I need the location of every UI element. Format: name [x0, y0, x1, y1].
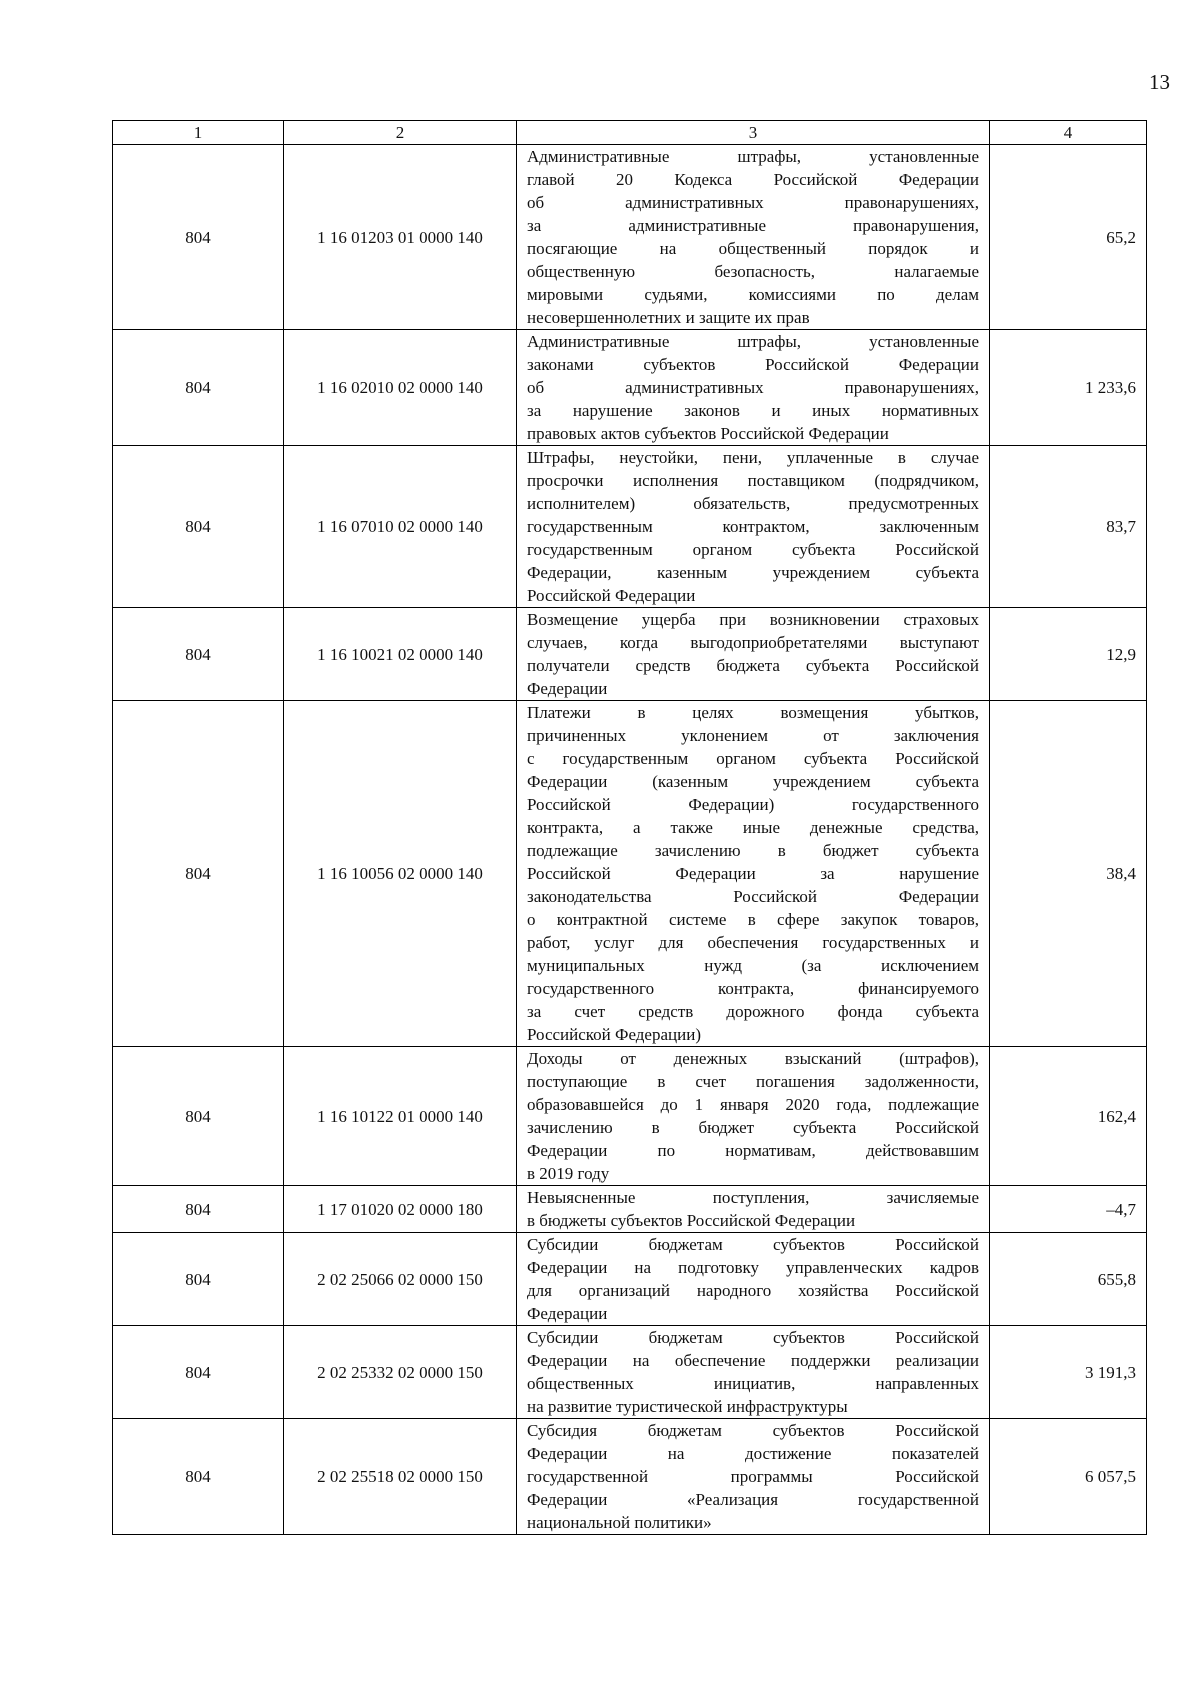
amount-cell: –4,7 — [990, 1186, 1147, 1233]
description-line: государственным контрактом, заключенным — [527, 517, 979, 536]
admin-code-cell: 804 — [113, 1186, 284, 1233]
description-line: государственным органом субъекта Российской — [527, 540, 979, 559]
revenue-code-cell: 1 16 10122 01 0000 140 — [284, 1047, 517, 1186]
description-line: Административные штрафы, установленные — [527, 332, 979, 351]
admin-code-cell: 804 — [113, 145, 284, 330]
table-row — [113, 701, 1147, 1047]
description-line: зачислению в бюджет субъекта Российской — [527, 1118, 979, 1137]
admin-code-cell: 804 — [113, 1419, 284, 1535]
revenue-code-cell: 1 16 01203 01 0000 140 — [284, 145, 517, 330]
description-line: Субсидия бюджетам субъектов Российской — [527, 1421, 979, 1440]
admin-code-cell: 804 — [113, 446, 284, 608]
description-cell — [517, 1047, 990, 1186]
admin-code-cell: 804 — [113, 1047, 284, 1186]
revenue-code-cell: 2 02 25332 02 0000 150 — [284, 1326, 517, 1419]
table-row — [113, 330, 1147, 446]
description-line: с государственным органом субъекта Российской — [527, 749, 979, 768]
description-line: мировыми судьями, комиссиями по делам — [527, 285, 979, 304]
description-line: национальной политики» — [527, 1513, 712, 1532]
description-cell — [517, 608, 990, 701]
table-row — [113, 1419, 1147, 1535]
description-line: Субсидии бюджетам субъектов Российской — [527, 1328, 979, 1347]
description-cell — [517, 145, 990, 330]
table-row — [113, 446, 1147, 608]
amount-cell: 3 191,3 — [990, 1326, 1147, 1419]
description-cell — [517, 1419, 990, 1535]
amount-cell: 12,9 — [990, 608, 1147, 701]
admin-code-cell: 804 — [113, 330, 284, 446]
description-cell — [517, 446, 990, 608]
page-number: 13 — [1149, 70, 1170, 94]
table-row — [113, 1047, 1147, 1186]
description-line: муниципальных нужд (за исключением — [527, 956, 979, 975]
description-line: Российской Федерации за нарушение — [527, 864, 979, 883]
description-line: Федерации на достижение показателей — [527, 1444, 979, 1463]
amount-cell: 6 057,5 — [990, 1419, 1147, 1535]
description-line: Федерации, казенным учреждением субъекта — [527, 563, 979, 582]
table-row — [113, 1233, 1147, 1326]
description-cell — [517, 330, 990, 446]
description-cell — [517, 1233, 990, 1326]
description-line: работ, услуг для обеспечения государственных и — [527, 933, 979, 952]
description-line: Субсидии бюджетам субъектов Российской — [527, 1235, 979, 1254]
table-row — [113, 1186, 1147, 1233]
amount-cell: 38,4 — [990, 701, 1147, 1047]
revenue-code-cell: 1 16 02010 02 0000 140 — [284, 330, 517, 446]
description-line: главой 20 Кодекса Российской Федерации — [527, 170, 979, 189]
description-line: за счет средств дорожного фонда субъекта — [527, 1002, 979, 1021]
amount-cell: 83,7 — [990, 446, 1147, 608]
description-line: Федерации — [527, 679, 608, 698]
description-line: Возмещение ущерба при возникновении страховых — [527, 610, 979, 629]
description-line: подлежащие зачислению в бюджет субъекта — [527, 841, 979, 860]
admin-code-cell: 804 — [113, 1233, 284, 1326]
description-line: Федерации по нормативам, действовавшим — [527, 1141, 979, 1160]
description-line: общественных инициатив, направленных — [527, 1374, 979, 1393]
description-line: Федерации — [527, 1304, 608, 1323]
amount-cell: 65,2 — [990, 145, 1147, 330]
description-line: Федерации на обеспечение поддержки реализации — [527, 1351, 979, 1370]
table-row — [113, 608, 1147, 701]
description-line: государственного контракта, финансируемого — [527, 979, 979, 998]
description-line: Федерации на подготовку управленческих кадров — [527, 1258, 979, 1277]
description-line: для организаций народного хозяйства Российской — [527, 1281, 979, 1300]
description-line: законами субъектов Российской Федерации — [527, 355, 979, 374]
description-line: исполнителем) обязательств, предусмотренных — [527, 494, 979, 513]
description-line: Невыясненные поступления, зачисляемые — [527, 1188, 979, 1207]
description-line: поступающие в счет погашения задолженности, — [527, 1072, 979, 1091]
description-line: получатели средств бюджета субъекта Российской — [527, 656, 979, 675]
description-line: Доходы от денежных взысканий (штрафов), — [527, 1049, 979, 1068]
description-cell — [517, 1326, 990, 1419]
description-line: об административных правонарушениях, — [527, 378, 979, 397]
header-col-3: 3 — [517, 121, 990, 145]
description-line: законодательства Российской Федерации — [527, 887, 979, 906]
amount-cell: 1 233,6 — [990, 330, 1147, 446]
description-line: причиненных уклонением от заключения — [527, 726, 979, 745]
revenue-code-cell: 2 02 25518 02 0000 150 — [284, 1419, 517, 1535]
revenue-code-cell: 2 02 25066 02 0000 150 — [284, 1233, 517, 1326]
description-cell — [517, 701, 990, 1047]
description-line: Платежи в целях возмещения убытков, — [527, 703, 979, 722]
description-line: Федерации (казенным учреждением субъекта — [527, 772, 979, 791]
header-col-2: 2 — [284, 121, 517, 145]
description-line: общественную безопасность, налагаемые — [527, 262, 979, 281]
description-line: в бюджеты субъектов Российской Федерации — [527, 1211, 856, 1230]
description-line: образовавшейся до 1 января 2020 года, подлежащие — [527, 1095, 979, 1114]
admin-code-cell: 804 — [113, 1326, 284, 1419]
description-line: в 2019 году — [527, 1164, 610, 1183]
description-line: Штрафы, неустойки, пени, уплаченные в случае — [527, 448, 979, 467]
description-line: Федерации «Реализация государственной — [527, 1490, 979, 1509]
description-line: контракта, а также иные денежные средства, — [527, 818, 979, 837]
description-line: Российской Федерации) — [527, 1025, 701, 1044]
description-cell — [517, 1186, 990, 1233]
revenue-code-cell: 1 16 07010 02 0000 140 — [284, 446, 517, 608]
description-line: Российской Федерации — [527, 586, 696, 605]
amount-cell: 655,8 — [990, 1233, 1147, 1326]
description-line: за административные правонарушения, — [527, 216, 979, 235]
description-line: за нарушение законов и иных нормативных — [527, 401, 979, 420]
description-line: государственной программы Российской — [527, 1467, 979, 1486]
revenue-code-cell: 1 16 10021 02 0000 140 — [284, 608, 517, 701]
description-line: просрочки исполнения поставщиком (подрядчиком, — [527, 471, 979, 490]
revenue-code-cell: 1 17 01020 02 0000 180 — [284, 1186, 517, 1233]
table-header-row — [113, 121, 1147, 145]
description-line: Российской Федерации) государственного — [527, 795, 979, 814]
admin-code-cell: 804 — [113, 608, 284, 701]
budget-revenue-table — [112, 120, 1147, 1535]
description-line: об административных правонарушениях, — [527, 193, 979, 212]
amount-cell: 162,4 — [990, 1047, 1147, 1186]
description-line: несовершеннолетних и защите их прав — [527, 308, 810, 327]
header-col-4: 4 — [990, 121, 1147, 145]
description-line: посягающие на общественный порядок и — [527, 239, 979, 258]
description-line: случаев, когда выгодоприобретателями выступают — [527, 633, 979, 652]
table-row — [113, 1326, 1147, 1419]
admin-code-cell: 804 — [113, 701, 284, 1047]
description-line: на развитие туристической инфраструктуры — [527, 1397, 848, 1416]
description-line: Административные штрафы, установленные — [527, 147, 979, 166]
description-line: правовых актов субъектов Российской Федерации — [527, 424, 889, 443]
table-row — [113, 145, 1147, 330]
header-col-1: 1 — [113, 121, 284, 145]
revenue-code-cell: 1 16 10056 02 0000 140 — [284, 701, 517, 1047]
description-line: о контрактной системе в сфере закупок товаров, — [527, 910, 979, 929]
